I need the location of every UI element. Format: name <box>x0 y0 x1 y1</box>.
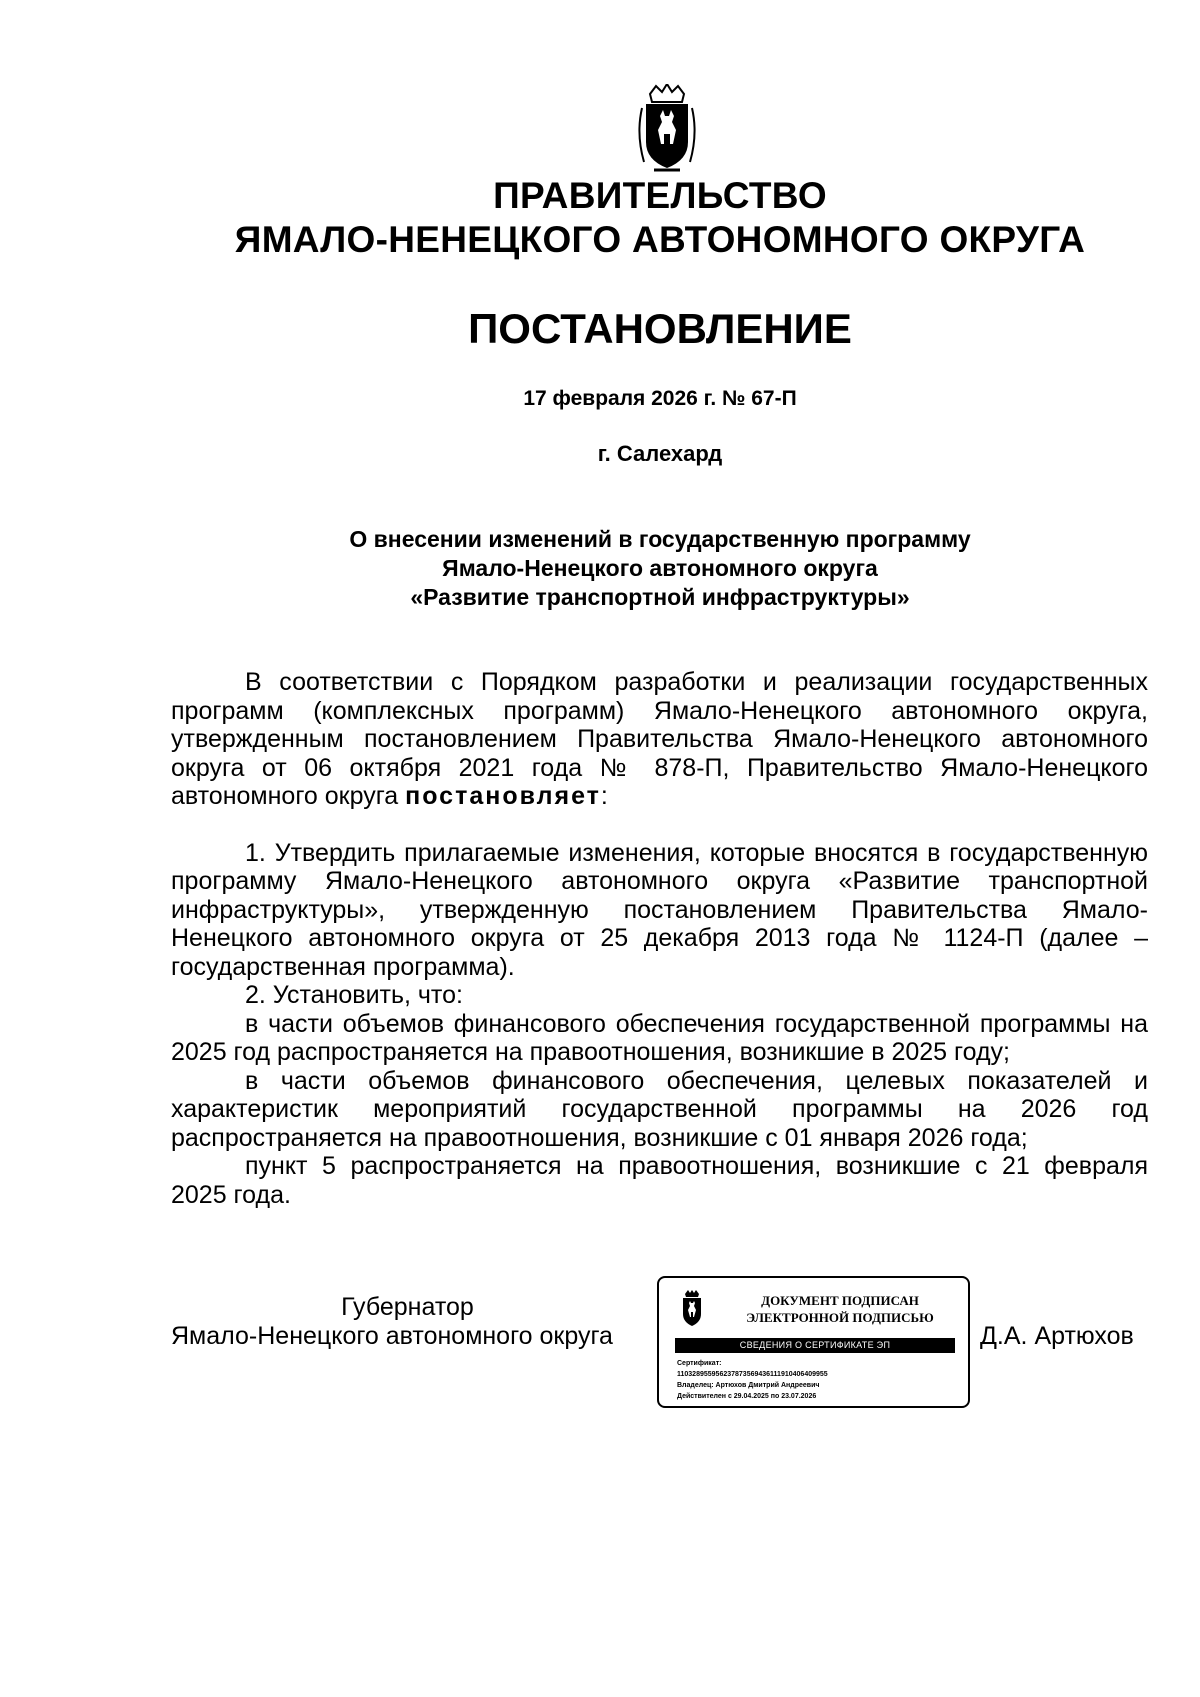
stamp-heading-line: ЭЛЕКТРОННОЙ ПОДПИСЬЮ <box>746 1310 934 1325</box>
signer-position-region: Ямало-Ненецкого автономного округа <box>171 1322 613 1350</box>
title-line: Ямало-Ненецкого автономного округа <box>442 555 878 581</box>
stamp-coat-of-arms-icon <box>679 1290 705 1328</box>
document-date-number: 17 февраля 2026 г. № 67-П <box>523 387 797 410</box>
stamp-heading <box>717 1292 963 1326</box>
document-title <box>0 525 1200 612</box>
preamble-paragraph <box>171 668 1148 811</box>
signer-name: Д.А. Артюхов <box>980 1322 1134 1350</box>
preamble-text: В соответствии с Порядком разработки и реализации государственных программ (комплексных программ) Ямало-Ненецкого автономного округа, утвержденным постановлением Правительства Ямало-Ненецкого автономного округа от 06 октября 2021 года № 878-П, Правительство Ямало-Ненецкого автономного округа <box>171 668 1148 810</box>
title-line: О внесении изменений в государственную программу <box>349 526 971 552</box>
electronic-signature-stamp <box>657 1276 970 1408</box>
organization-name: ПРАВИТЕЛЬСТВО <box>493 175 827 216</box>
signer-position: Губернатор <box>341 1293 474 1321</box>
document-body <box>171 668 1148 1209</box>
paragraph-item-2a: в части объемов финансового обеспечения государственной программы на 2025 год распространяется на правоотношения, возникшие в 2025 году; <box>171 1009 1148 1066</box>
decree-word: постановляет <box>405 782 601 810</box>
organization-region: ЯМАЛО-НЕНЕЦКОГО АВТОНОМНОГО ОКРУГА <box>234 219 1086 260</box>
certificate-label: Сертификат: <box>677 1360 722 1367</box>
paragraph-item-2b: в части объемов финансового обеспечения, целевых показателей и характеристик мероприятий государственной программы на 2026 год распространяется на правоотношения, возникшие с 01 января 2026 года; <box>171 1066 1148 1152</box>
preamble-end: : <box>600 782 608 810</box>
certificate-number: 110328955956237873569436111910406409955 <box>677 1371 828 1378</box>
certificate-owner: Владелец: Артюхов Дмитрий Андреевич <box>677 1382 820 1389</box>
stamp-certificate-info <box>677 1358 828 1402</box>
paragraph-item-2c: пункт 5 распространяется на правоотношения, возникшие с 21 февраля 2025 года. <box>171 1152 1148 1209</box>
document-city: г. Салехард <box>597 441 723 466</box>
stamp-certificate-bar: СВЕДЕНИЯ О СЕРТИФИКАТЕ ЭП <box>675 1338 955 1353</box>
title-line: «Развитие транспортной инфраструктуры» <box>410 584 910 610</box>
coat-of-arms-icon <box>636 84 698 176</box>
paragraph-item-1: 1. Утвердить прилагаемые изменения, которые вносятся в государственную программу Ямало-Ненецкого автономного округа «Развитие транспортной инфраструктуры», утвержденную постановлением Правительства Ямало-Ненецкого автономного округа от 25 декабря 2013 года № 1124-П (далее – государственная программа). <box>171 838 1148 981</box>
paragraph-item-2: 2. Установить, что: <box>245 981 463 1009</box>
certificate-validity: Действителен с 29.04.2025 по 23.07.2026 <box>677 1393 817 1400</box>
stamp-heading-line: ДОКУМЕНТ ПОДПИСАН <box>761 1293 919 1308</box>
document-type: ПОСТАНОВЛЕНИЕ <box>468 305 852 352</box>
